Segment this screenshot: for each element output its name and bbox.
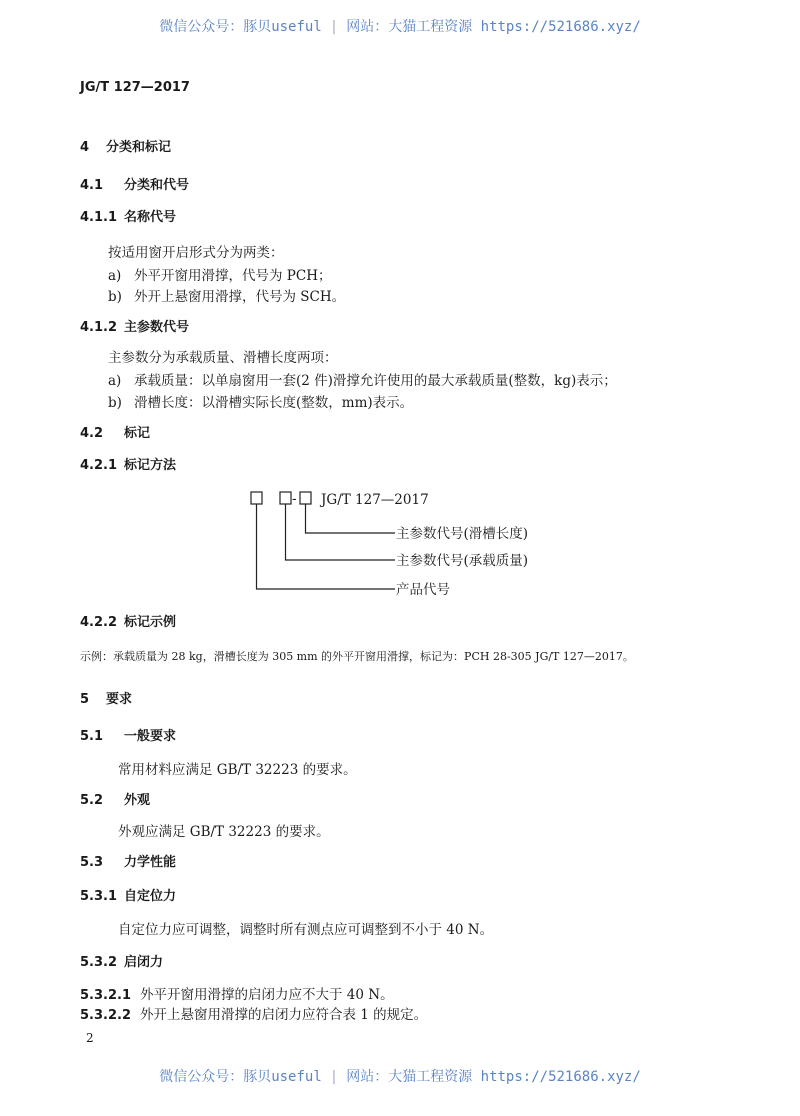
paragraph: 常用材料应满足 GB/T 32223 的要求。: [118, 762, 357, 778]
heading-title: 标记示例: [124, 615, 177, 630]
box-length: [300, 492, 311, 504]
clause-5-3-2-1: [80, 986, 394, 1005]
label-product: 产品代号: [396, 582, 450, 598]
marking-diagram: [230, 480, 550, 600]
leader-load: [286, 504, 396, 560]
heading-4: [80, 139, 171, 157]
heading-5-3: [80, 854, 176, 872]
heading-num: 4.2: [80, 426, 104, 441]
heading-num: 5.3.1: [80, 889, 118, 904]
heading-num: 4.1: [80, 178, 104, 193]
watermark-separator: |: [329, 19, 339, 35]
heading-num: 5: [80, 692, 90, 707]
list-mark: a): [108, 373, 122, 389]
leader-product: [257, 504, 396, 589]
page-number: 2: [86, 1031, 94, 1045]
list-mark: b): [108, 289, 122, 305]
heading-5: [80, 691, 132, 709]
label-length: 主参数代号(滑槽长度): [396, 526, 529, 542]
paragraph: 外观应满足 GB/T 32223 的要求。: [118, 824, 330, 840]
clause-num: 5.3.2.2: [80, 1008, 131, 1023]
list-item: [108, 288, 345, 306]
heading-title: 一般要求: [124, 729, 177, 744]
heading-num: 5.1: [80, 729, 104, 744]
heading-num: 4.2.2: [80, 615, 118, 630]
heading-num: 5.3: [80, 855, 104, 870]
watermark-site: 网站：大猫工程资源 https://521686.xyz/: [346, 19, 641, 35]
heading-num: 4.2.1: [80, 458, 118, 473]
leader-length: [306, 504, 396, 533]
heading-title: 外观: [124, 793, 151, 808]
list-item: [108, 372, 617, 390]
heading-4-1-1: [80, 209, 176, 227]
heading-num: 4: [80, 140, 90, 155]
list-text: 外开上悬窗用滑撑，代号为 SCH。: [134, 289, 346, 305]
watermark-bottom: [0, 1067, 800, 1087]
list-item: [108, 394, 413, 412]
list-item: [108, 267, 331, 285]
heading-title: 分类和代号: [124, 178, 190, 193]
watermark-top: [0, 17, 800, 37]
heading-title: 标记: [124, 426, 151, 441]
heading-5-3-1: [80, 888, 176, 906]
heading-5-3-2: [80, 954, 163, 972]
standard-number: JG/T 127—2017: [80, 80, 190, 95]
watermark-wechat: 微信公众号：豚贝useful: [159, 1069, 322, 1085]
heading-title: 启闭力: [124, 955, 164, 970]
box-load: [280, 492, 291, 504]
list-mark: b): [108, 395, 122, 411]
heading-4-2-1: [80, 457, 176, 475]
heading-num: 5.3.2: [80, 955, 118, 970]
list-text: 滑槽长度：以滑槽实际长度(整数，mm)表示。: [134, 395, 414, 411]
heading-num: 5.2: [80, 793, 104, 808]
heading-num: 4.1.1: [80, 210, 118, 225]
heading-4-1: [80, 177, 189, 195]
heading-4-1-2: [80, 319, 189, 337]
paragraph: 主参数分为承载质量、滑槽长度两项：: [108, 350, 338, 366]
heading-title: 自定位力: [124, 889, 177, 904]
heading-title: 力学性能: [124, 855, 177, 870]
heading-title: 主参数代号: [124, 320, 190, 335]
diagram-dash: -: [292, 491, 297, 507]
heading-title: 要求: [106, 692, 133, 707]
heading-4-2: [80, 425, 150, 443]
list-mark: a): [108, 268, 122, 284]
clause-5-3-2-2: [80, 1006, 427, 1025]
watermark-separator: |: [329, 1069, 339, 1085]
clause-text: 外开上悬窗用滑撑的启闭力应符合表 1 的规定。: [140, 1007, 428, 1023]
heading-title: 标记方法: [124, 458, 177, 473]
list-text: 承载质量：以单扇窗用一套(2 件)滑撑允许使用的最大承载质量(整数，kg)表示；: [134, 373, 617, 389]
watermark-wechat: 微信公众号：豚贝useful: [159, 19, 322, 35]
heading-title: 名称代号: [124, 210, 177, 225]
list-text: 外平开窗用滑撑，代号为 PCH；: [134, 268, 332, 284]
paragraph: 自定位力应可调整，调整时所有测点应可调整到不小于 40 N。: [118, 922, 494, 938]
heading-5-1: [80, 728, 176, 746]
box-product-code: [251, 492, 262, 504]
clause-num: 5.3.2.1: [80, 988, 131, 1003]
example-text: 示例：承载质量为 28 kg，滑槽长度为 305 mm 的外平开窗用滑撑，标记为：PCH 28-305 JG/T 127—2017。: [80, 650, 634, 663]
paragraph: 按适用窗开启形式分为两类：: [108, 245, 284, 261]
diagram-standard: JG/T 127—2017: [321, 492, 429, 508]
watermark-site: 网站：大猫工程资源 https://521686.xyz/: [346, 1069, 641, 1085]
heading-num: 4.1.2: [80, 320, 118, 335]
heading-4-2-2: [80, 614, 176, 632]
label-load: 主参数代号(承载质量): [396, 553, 529, 569]
clause-text: 外平开窗用滑撑的启闭力应不大于 40 N。: [140, 987, 394, 1003]
heading-title: 分类和标记: [106, 140, 172, 155]
heading-5-2: [80, 792, 150, 810]
